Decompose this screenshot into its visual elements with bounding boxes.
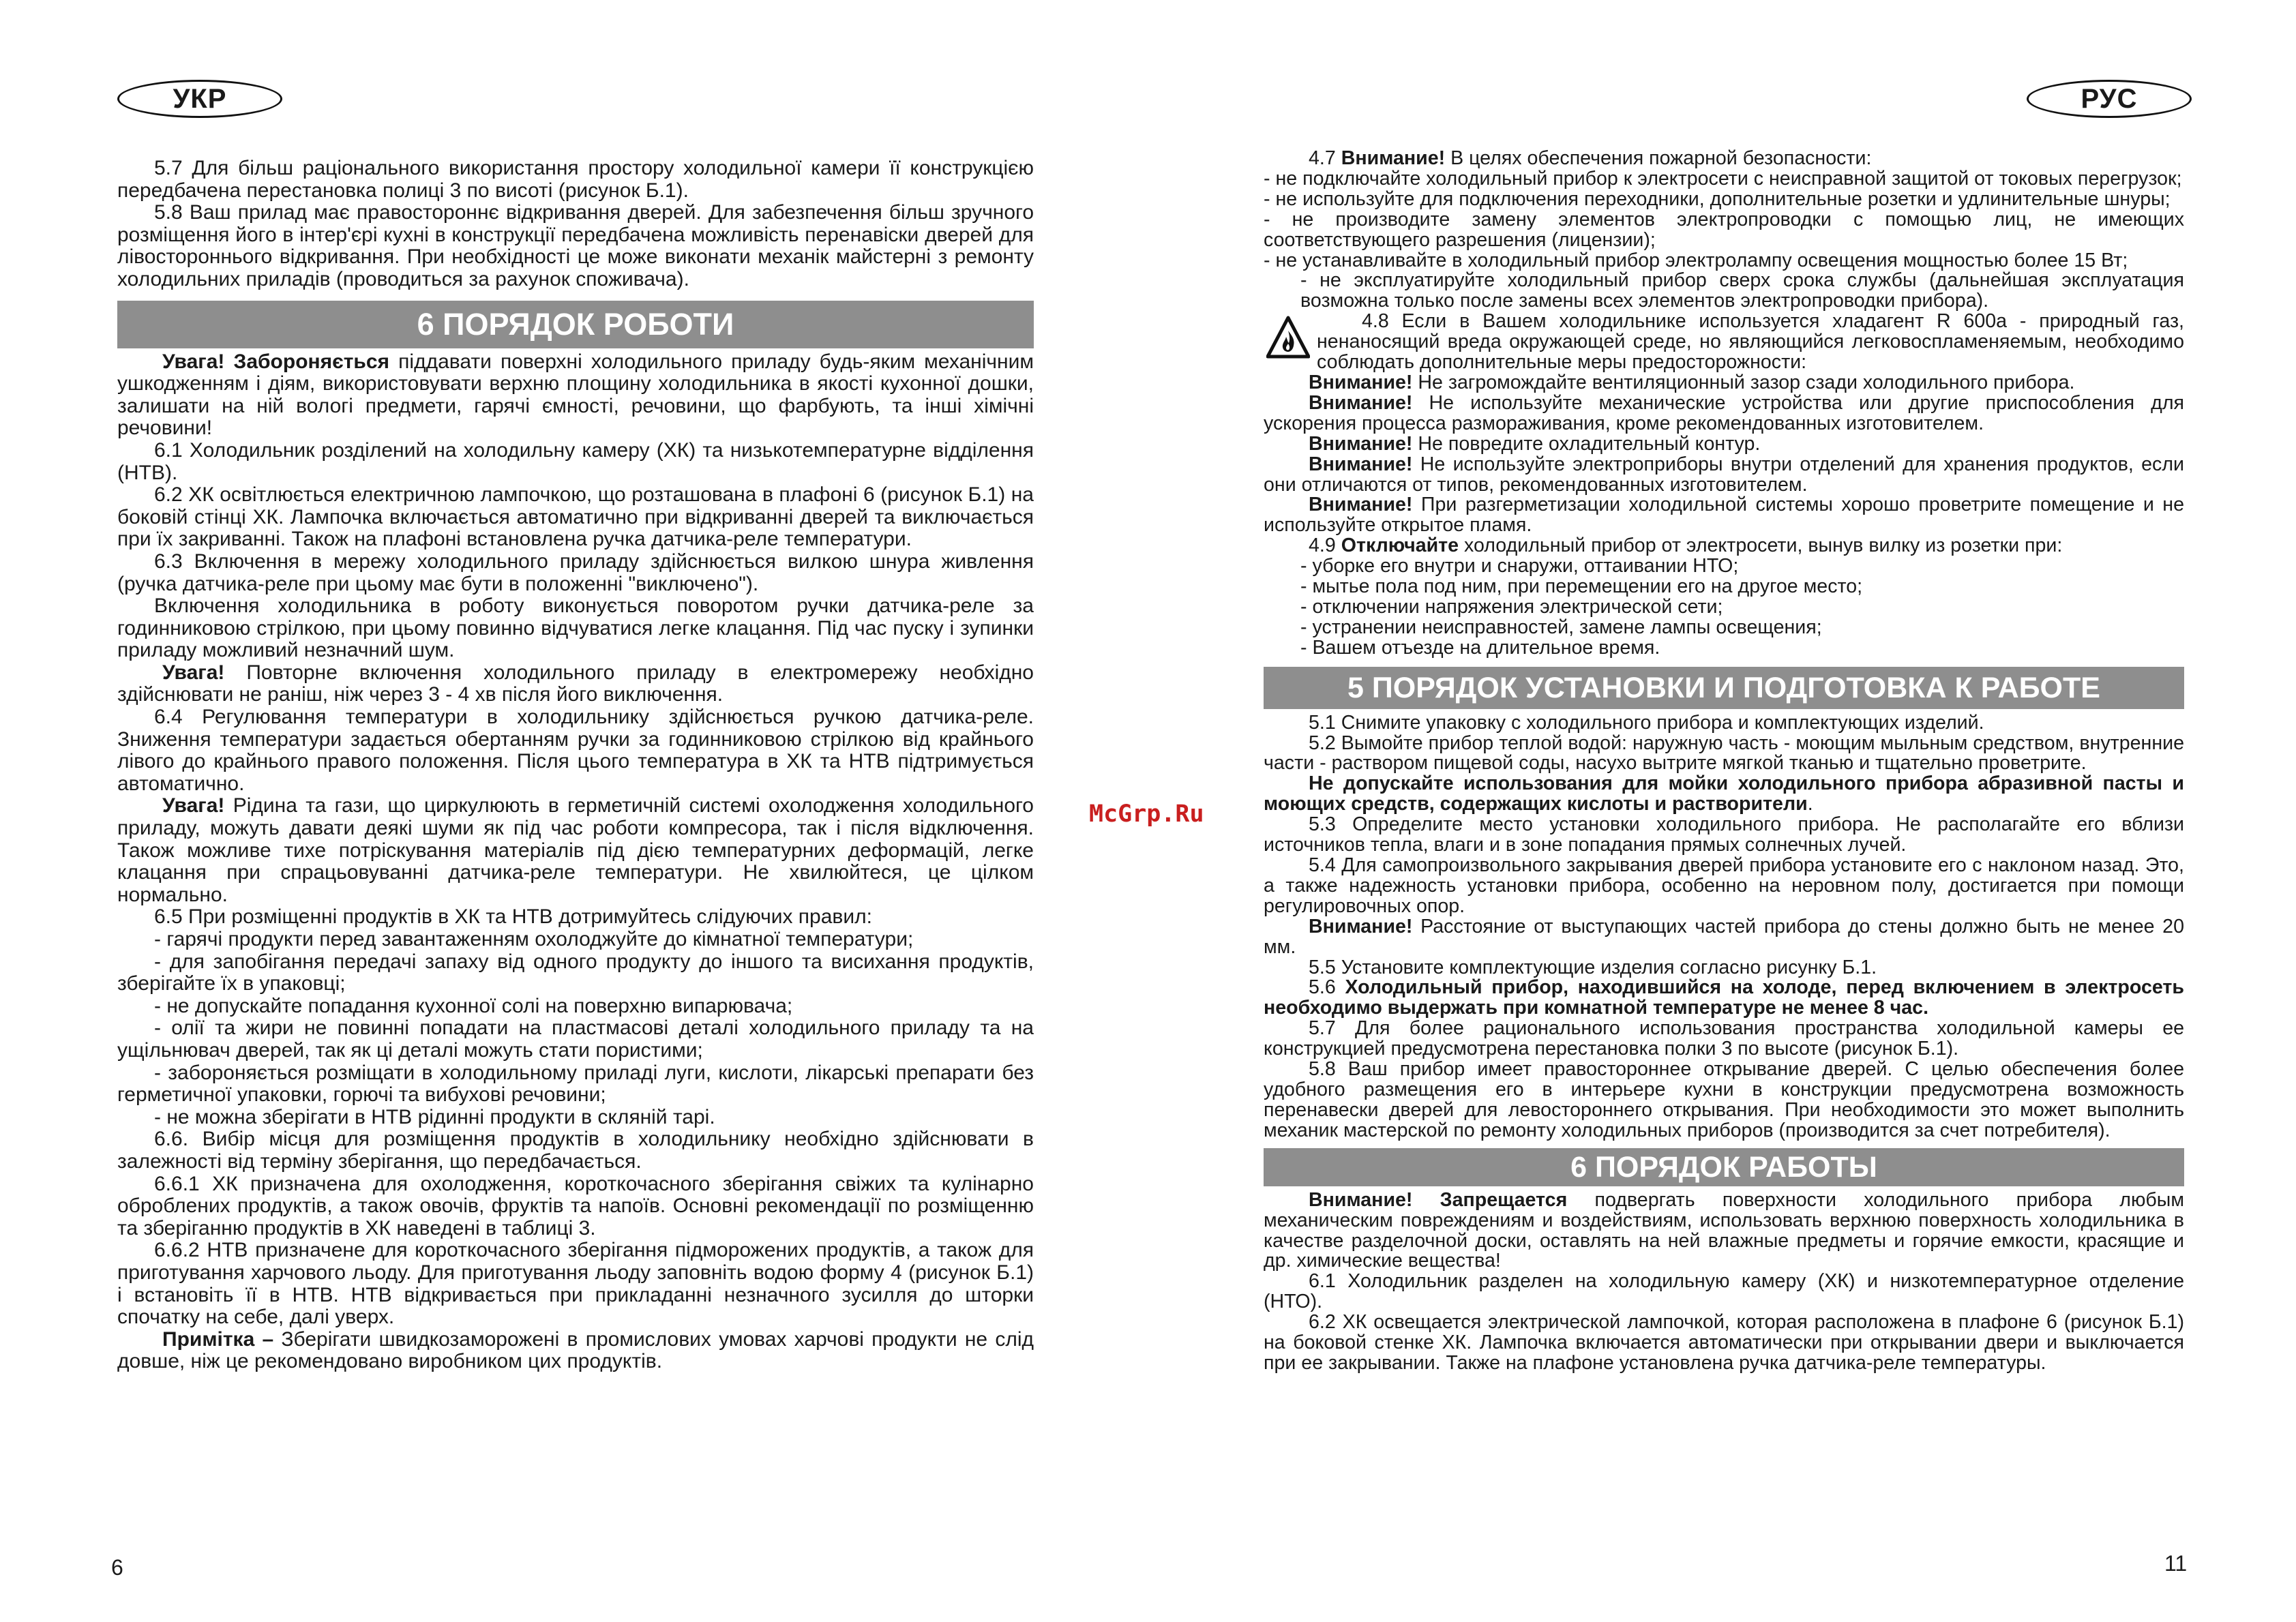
left-warning-2-label: Увага!: [162, 661, 225, 684]
right-p48-block: [1264, 312, 2184, 373]
right-p49-item-4: - устранении неисправностей, замене лампы освещения;: [1300, 616, 1822, 638]
right-p47-item-1: - не подключайте холодильный прибор к электросети с неисправной защитой от токовых перегрузок;: [1264, 167, 2182, 190]
left-section-title: 6 ПОРЯДОК РОБОТИ: [117, 301, 1034, 348]
left-p65: 6.5 При розміщенні продуктів в ХК та НТВ дотримуйтесь слідуючих правил:: [154, 905, 872, 929]
left-note-text: Зберігати швидкозаморожені в промислових умовах харчові продукти не слід довше, ніж це рекомендовано виробником цих продуктів.: [117, 1327, 1034, 1373]
right-p49-item-2: - мытье пола под ним, при перемещении его на другое место;: [1300, 575, 1863, 598]
right-p56: [1264, 978, 2184, 1019]
right-p62: 6.2 ХК освещается электрической лампочкой, которая расположена в плафоне 6 (рисунок Б.1) на боковой стенке ХК. Лампочка включается автоматически при открывании двери и выключается при ее закрывании. Также на плафоне установлена ручка датчика-реле температуры.: [1264, 1311, 2184, 1374]
right-p47-item-3: - не производите замену элементов электропроводки с помощью лиц, не имеющих соответствующего разрешения (лицензии);: [1264, 208, 2184, 251]
left-rule-1: - гарячі продукти перед завантаженням охолоджуйте до кімнатної температури;: [154, 928, 914, 950]
left-note-label: Примітка –: [162, 1327, 274, 1351]
right-p47-text: В целях обеспечения пожарной безопасности:: [1445, 147, 1872, 169]
right-p54: 5.4 Для самопроизвольного закрывания дверей прибора установите его с наклоном назад. Это, а также надежность установки прибора, особенно на неровном полу, достигается при помощи регулировочных опор.: [1264, 854, 2184, 917]
right-warning-3-label: Внимание!: [1309, 432, 1413, 455]
right-p49-label: Отключайте: [1341, 535, 1459, 557]
left-p58: 5.8 Ваш прилад має правостороннє відкривання дверей. Для забезпечення більш зручного розміщення його в інтер'єрі кухні в конструкції передбачена можливість перенавіски дверей для лівостороннього відкривання. При необхідності це може виконати механік майстерні з ремонту холодильних приладів (проводиться за рахунок споживача).: [117, 201, 1034, 290]
right-warning-4-text: Не используйте электроприборы внутри отделений для хранения продуктов, если они отличаются от типов, рекомендованных изготовителем.: [1264, 453, 2184, 496]
left-rule-4: - олії та жири не повинні попадати на пластмасові деталі холодильного приладу та на ущільнювач дверей, так як ці деталі можуть стати пористими;: [117, 1017, 1034, 1062]
right-p47-item-2: - не используйте для подключения переходники, дополнительные розетки и удлинительные шнуры;: [1264, 187, 2171, 210]
right-p47: [1264, 149, 2184, 169]
right-p47-item-4: - не устанавливайте в холодильный прибор электролампу освещения мощностью более 15 Вт;: [1264, 249, 2128, 271]
left-warning-1: [117, 351, 1034, 440]
right-p49-number: 4.9: [1309, 535, 1341, 557]
left-p61: 6.1 Холодильник розділений на холодильну камеру (ХК) та низькотемпературне відділення (НТВ).: [117, 438, 1034, 484]
watermark: McGrp.Ru: [1089, 800, 1204, 828]
left-p63b: Включення холодильника в роботу виконується поворотом ручки датчика-реле за годинниковою стрілкою, при цьому повинно відчуватися легке клацання. Під час пуску і зупинки приладу можливий незначний шум.: [117, 595, 1034, 662]
right-section-5-title: 5 ПОРЯДОК УСТАНОВКИ И ПОДГОТОВКА К РАБОТЕ: [1264, 667, 2184, 709]
right-p49: [1264, 536, 2184, 556]
right-warning-5: [1264, 495, 2184, 536]
left-p64: 6.4 Регулювання температури в холодильнику здійснюється ручкою датчика-реле. Зниження температури задається обертанням ручки за годинниковою стрілкою від крайнього лівого до крайнього правого положення. Після цього температура в ХК та НТВ підтримується автоматично.: [117, 706, 1034, 795]
right-warning-1-text: Не загромождайте вентиляционный зазор сзади холодильного прибора.: [1412, 371, 2075, 393]
left-p661: 6.6.1 ХК призначена для охолодження, короткочасного зберігання свіжих та кулінарно оброблених продуктів, а також овочів, фруктів та напоїв. Основні рекомендації по розміщенню та зберіганню продуктів в ХК наведені в таблиці 3.: [117, 1172, 1034, 1240]
left-warning-2: [117, 662, 1034, 706]
right-p56-number: 5.6: [1309, 976, 1345, 999]
left-warning-2-text: Повторне включення холодильного приладу в електромережу необхідно здійснювати не раніш, ніж через 3 - 4 хв після його виключення.: [117, 661, 1034, 706]
right-warning-7-label: Внимание! Запрещается: [1309, 1188, 1568, 1211]
right-warning-5-text: При разгерметизации холодильной системы хорошо проветрите помещение и не используйте открытое пламя.: [1264, 494, 2184, 537]
right-warning-2-text: Не используйте механические устройства или другие приспособления для ускорения процесса размораживания, кроме рекомендованных изготовителем.: [1264, 391, 2184, 434]
right-p57: 5.7 Для более рационального использования пространства холодильной камеры ее конструкцией предусмотрена перестановка полки 3 по высоте (рисунок Б.1).: [1264, 1017, 2184, 1060]
left-warning-1-text: піддавати поверхні холодильного приладу будь-яким механічним ушкодженням і діям, використовувати верхню площину холодильника в якості кухонної дошки, залишати на ній вологі предмети, гарячі ємності, речовини, що фарбують, та інші хімічні речовини!: [117, 350, 1034, 440]
right-p49-item-1: - уборке его внутри и снаружи, оттаивании НТО;: [1300, 555, 1739, 577]
right-p53: 5.3 Определите место установки холодильного прибора. Не располагайте его вблизи источников тепла, влаги и в зоне попадания прямых солнечных лучей.: [1264, 813, 2184, 856]
right-warning-2-label: Внимание!: [1309, 391, 1413, 414]
right-p47-label: Внимание!: [1341, 147, 1446, 169]
right-p52-warning-text: Не допускайте использования для мойки холодильного прибора абразивной пасты и моющих средств, содержащих кислоты и растворители: [1264, 772, 2184, 815]
right-p56-text: Холодильный прибор, находившийся на холоде, перед включением в электросеть необходимо выдержать при комнатной температуре не менее 8 час.: [1264, 976, 2184, 1019]
right-warning-1: [1264, 373, 2184, 393]
right-warning-6-text: Расстояние от выступающих частей прибора до стены должно быть не менее 20 мм.: [1264, 915, 2184, 958]
left-rule-3: - не допускайте попадання кухонної солі на поверхню випарювача;: [154, 994, 793, 1017]
right-p55: 5.5 Установите комплектующие изделия согласно рисунку Б.1.: [1309, 956, 1877, 978]
left-rule-2: - для запобігання передачі запаху від одного продукту до іншого та висихання продуктів, зберігайте їх в упаковці;: [117, 950, 1034, 995]
left-warning-3: [117, 795, 1034, 906]
right-p52-warning: [1264, 774, 2184, 815]
right-p47-number: 4.7: [1309, 147, 1341, 169]
language-badge-rus: РУС: [2027, 80, 2192, 118]
right-warning-6: [1264, 917, 2184, 958]
right-section-6-title: 6 ПОРЯДОК РАБОТЫ: [1264, 1148, 2184, 1186]
page-number-right: 11: [2164, 1551, 2188, 1576]
right-warning-6-label: Внимание!: [1309, 915, 1413, 937]
right-warning-1-label: Внимание!: [1309, 371, 1413, 393]
left-warning-3-label: Увага!: [162, 794, 225, 817]
right-p58: 5.8 Ваш прибор имеет правостороннее открывание дверей. С целью обеспечения более удобного размещения его в интерьере кухни в конструкции предусмотрена возможность перенавески дверей для левостороннего открывания. При необходимости это может выполнить механик мастерской по ремонту холодильных приборов (производится за счет потребителя).: [1264, 1058, 2184, 1141]
page-number-left: 6: [111, 1555, 123, 1580]
right-warning-3-text: Не повредите охладительный контур.: [1412, 432, 1761, 455]
right-warning-7-text: подвергать поверхности холодильного прибора любым механическим повреждениям и воздействиям, использовать верхнюю поверхность холодильника в качестве разделочной доски, оставлять на ней влажные предметы и горячие емкости, красящие и др. химические вещества!: [1264, 1188, 2184, 1272]
left-rule-6: - не можна зберігати в НТВ рідинні продукти в скляній тарі.: [154, 1105, 715, 1128]
left-p662: 6.6.2 НТВ призначене для короткочасного зберігання підморожених продуктів, а також для приготування харчового льоду. Для приготування льоду заповніть водою форму 4 (рисунок Б.1) і встановіть її в НТВ. НТВ відкривається при прикладанні незначного зусилля до шторки спочатку на себе, далі уверх.: [117, 1239, 1034, 1329]
right-warning-7: [1264, 1190, 2184, 1272]
right-p47-item-5: - не эксплуатируйте холодильный прибор сверх срока службы (дальнейшая эксплуатация возможна только после замены всех элементов электропроводки прибора).: [1300, 269, 2184, 312]
language-badge-ukr: УКР: [117, 80, 282, 118]
right-p52-warning-end: .: [1807, 793, 1813, 815]
right-column: [1264, 149, 2184, 1374]
left-p66: 6.6. Вибір місця для розміщення продуктів в холодильнику необхідно здійснювати в залежності від терміну зберігання, що передбачається.: [117, 1128, 1034, 1173]
right-p49-item-5: - Вашем отъезде на длительное время.: [1300, 636, 1660, 659]
right-p49-item-3: - отключении напряжения электрической сети;: [1300, 595, 1723, 618]
right-warning-3: [1264, 434, 2184, 455]
right-p61: 6.1 Холодильник разделен на холодильную камеру (ХК) и низкотемпературное отделение (НТО).: [1264, 1270, 2184, 1313]
right-warning-4-label: Внимание!: [1309, 453, 1413, 475]
left-rule-5: - забороняється розміщати в холодильному приладі луги, кислоти, лікарські препарати без герметичної упаковки, горючі та вибухові речовини;: [117, 1061, 1034, 1107]
left-p62: 6.2 ХК освітлюється електричною лампочкою, що розташована в плафоні 6 (рисунок Б.1) на боковій стінці ХК. Лампочка включається автоматично при відкриванні дверей та виключається при їх закриванні. Також на плафоні встановлена ручка датчика-реле температури.: [117, 483, 1034, 551]
right-p51: 5.1 Снимите упаковку с холодильного прибора и комплектующих изделий.: [1309, 711, 1984, 734]
left-note: [117, 1329, 1034, 1373]
right-p52: 5.2 Вымойте прибор теплой водой: наружную часть - моющим мыльным средством, внутренние части - раствором пищевой соды, насухо вытрите мягкой тканью и тщательно проветрите.: [1264, 732, 2184, 775]
left-p57: 5.7 Для більш раціонального використання простору холодильної камери її конструкцією передбачена перестановка полиці 3 по висоті (рисунок Б.1).: [117, 157, 1034, 202]
left-warning-1-label: Увага! Забороняється: [162, 350, 390, 373]
right-p49-text: холодильный прибор от электросети, вынув вилку из розетки при:: [1459, 535, 2063, 557]
right-warning-2: [1264, 393, 2184, 434]
left-p63: 6.3 Включення в мережу холодильного приладу здійснюється вилкою шнура живлення (ручка датчика-реле при цьому має бути в положенні "виключено").: [117, 550, 1034, 595]
flammable-warning-icon: [1266, 316, 1310, 359]
right-warning-5-label: Внимание!: [1309, 494, 1413, 516]
right-p48: 4.8 Если в Вашем холодильнике используется хладагент R 600a - природный газ, ненаносящий вреда окружающей среде, но являющийся легковоспламеняемым, необходимо соблюдать дополнительные меры предосторожности:: [1317, 310, 2184, 374]
right-warning-4: [1264, 455, 2184, 496]
left-column: [117, 157, 1034, 1373]
left-warning-3-text: Рідина та гази, що циркулюють в герметичній системі охолодження холодильного приладу, можуть давати деякі шуми як під час роботи компресора, так і після відключення. Також можливе тихе потріскування матеріалів під дією температурних деформацій, легке клацання при спрацьовуванні датчика-реле температури. Не хвилюйтеся, це цілком нормально.: [117, 794, 1034, 906]
